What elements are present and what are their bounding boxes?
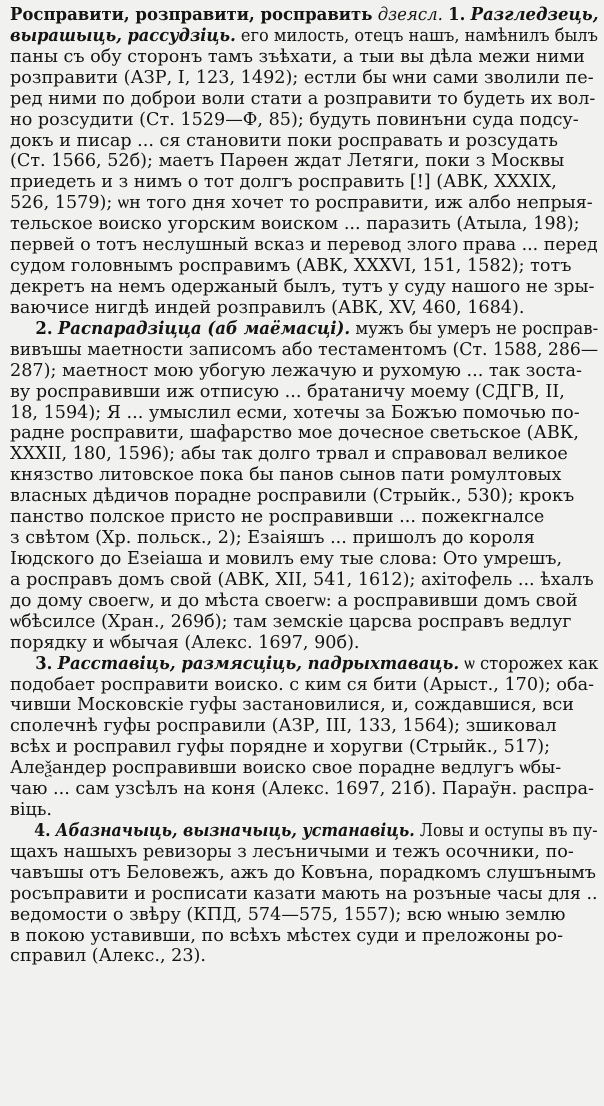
text-line: князство литовское пока бы панов сынов пати ромултовых: [10, 465, 562, 486]
sense-gloss-part1: Разгледзець,: [470, 4, 599, 25]
sense-4: [10, 821, 598, 967]
text-line: первей о тотъ неслушный всказ и перевод злого права ... перед: [10, 235, 598, 256]
text-line: ѡбѣсилсе (Хран., 269б); там земскiе царсва росправъ ведлуг: [10, 611, 572, 632]
text-line: паны съ обу сторонъ тамъ зъѣхати, а тыи вы дѣла межи ними: [10, 46, 585, 67]
text-line: всѣх и росправил гуфы порядне и хоругви (Стрыйк., 517);: [10, 737, 551, 758]
text-line: панство полское присто не росправивши ... пожекгналсе: [10, 507, 545, 528]
headword: Росправити, розправити, росправить: [10, 4, 373, 25]
text-line: Iюдского до Езеiаша и мовилъ ему тые слова: Ото умрешъ,: [10, 548, 563, 569]
text-line: справил (Алекс., 23).: [10, 946, 206, 967]
text-line: Алеѯандер росправивши воиско свое порадне ведлугъ ѡбы-: [10, 758, 562, 779]
text-line: чивши Московскiе гуфы застановилися, и, сождавшися, вси: [10, 695, 574, 716]
sense-gloss: Абазначыць, вызначыць, устанавiць.: [55, 819, 415, 841]
sense-gloss-part2: вырашыць, рассудзiць.: [10, 24, 236, 46]
text-line: ву росправивши иж отписую ... братаничу моему (СДГВ, II,: [10, 381, 565, 402]
sense-3: [10, 654, 598, 821]
text-line: вивъшы маетности записомъ або тестаментомъ (Ст. 1588, 286—: [10, 339, 599, 360]
text-line: (Ст. 1566, 52б); маетъ Парѳен ждат Летяги, поки з Москвы: [10, 151, 565, 172]
text-line: судом головнымъ росправимъ (АВК, XXXVI, 151, 1582); тотъ: [10, 256, 572, 277]
text-line: ред ними по доброи воли стати а розправити то будеть их вол-: [10, 88, 596, 109]
text-line: вiць.: [10, 800, 53, 821]
text-line: приедеть и з нимъ о тот долгъ росправить [!] (АВК, XXXIX,: [10, 172, 557, 193]
text-line: мужъ бы умеръ не росправ-: [355, 318, 599, 339]
sense-gloss: Распарадзiцца (аб маёмасцi).: [57, 317, 351, 339]
text-line: Ловы и оступы въ пу-: [419, 820, 598, 841]
sense-2: [10, 319, 598, 654]
text-line: власных дѣдичов порадне росправили (Стрыйк., 530); крокъ: [10, 486, 575, 507]
text-line: порядку и ѡбычая (Алекс. 1697, 90б).: [10, 632, 360, 653]
text-line: но розсудити (Ст. 1529—Ф, 85); будуть повинъни суда подсу-: [10, 109, 579, 130]
sense-number: 4.: [34, 819, 51, 841]
text-line: радне росправити, шафарство мое дочесное светьское (АВК,: [10, 423, 580, 444]
sense-number: 3.: [35, 652, 53, 674]
text-line: 526, 1579); ѡн того дня хочет то росправити, иж албо непрыя-: [10, 193, 593, 214]
sense-gloss: Расставiць, размясцiць, падрыхтаваць.: [57, 652, 460, 674]
text-line: розправити (АЗР, I, 123, 1492); естли бы ѡни сами зволили пе-: [10, 67, 594, 88]
text-line: а росправъ домъ свой (АВК, XII, 541, 1612); ахiтофель ... ѣхалъ: [10, 569, 594, 590]
text-line: до дому своегѡ, и до мѣста своегѡ: а росправивши домъ свой: [10, 590, 578, 611]
text-line: ведомости о звѣру (КПД, 574—575, 1557); всю ѡныю землю: [10, 904, 566, 925]
entry-first-line: [10, 4, 599, 26]
text-line: 287); маетност мою убогую лежачую и рухомую ... так зоста-: [10, 360, 582, 381]
sense-first-line: [10, 652, 599, 675]
sense-1: [10, 5, 598, 319]
part-of-speech: дзеясл.: [377, 5, 443, 25]
text-line: подобает росправити воиско. с ким ся бити (Арыст., 170); оба-: [10, 674, 595, 695]
text-line: 18, 1594); Я ... умыслил есми, хотечы за Божъю помочью по-: [10, 402, 580, 423]
text-line: чавъшы отъ Беловежъ, ажъ до Ковъна, порадкомъ слушънымъ: [10, 862, 596, 883]
text-line: в покою уставивши, по всѣхъ мѣстех суди и преложоны ро-: [10, 925, 564, 946]
text-line: докъ и писар ... ся становити поки росправать и розсудать: [10, 130, 558, 151]
text-line: декретъ на немъ одержаный былъ, тутъ у суду нашого не зры-: [10, 276, 595, 297]
text-line: тельское воиско угорским воиском ... паразить (Атыла, 198);: [10, 214, 580, 235]
sense-number: 2.: [35, 317, 53, 339]
sense-number: 1.: [448, 4, 466, 25]
text-line: его милость, отецъ нашъ, намѣнилъ былъ: [240, 25, 598, 46]
sense-first-line: [10, 819, 598, 842]
text-line: чаю ... сам узсѣлъ на коня (Алекс. 1697, 21б). Параўн. распра-: [10, 779, 594, 800]
text-line: росъправити и росписати казати мають на розъные часы для ..: [10, 883, 598, 904]
text-line: ваючисе нигдѣ индей розправилъ (АВК, XV, 460, 1684).: [10, 297, 525, 318]
gloss-line: [10, 24, 598, 47]
sense-first-line: [10, 317, 599, 340]
text-line: ѡ сторожех как: [464, 653, 599, 674]
text-line: XXXII, 180, 1596); абы так долго трвал и справовал великое: [10, 444, 568, 465]
text-line: сполечнѣ гуфы росправили (АЗР, III, 133, 1564); зшиковал: [10, 716, 557, 737]
text-line: щахъ нашыхъ ревизоры з лесъничыми и тежъ осочники, по-: [10, 841, 574, 862]
text-line: з свѣтом (Хр. польск., 2); Езаiяшъ ... пришолъ до короля: [10, 528, 535, 549]
